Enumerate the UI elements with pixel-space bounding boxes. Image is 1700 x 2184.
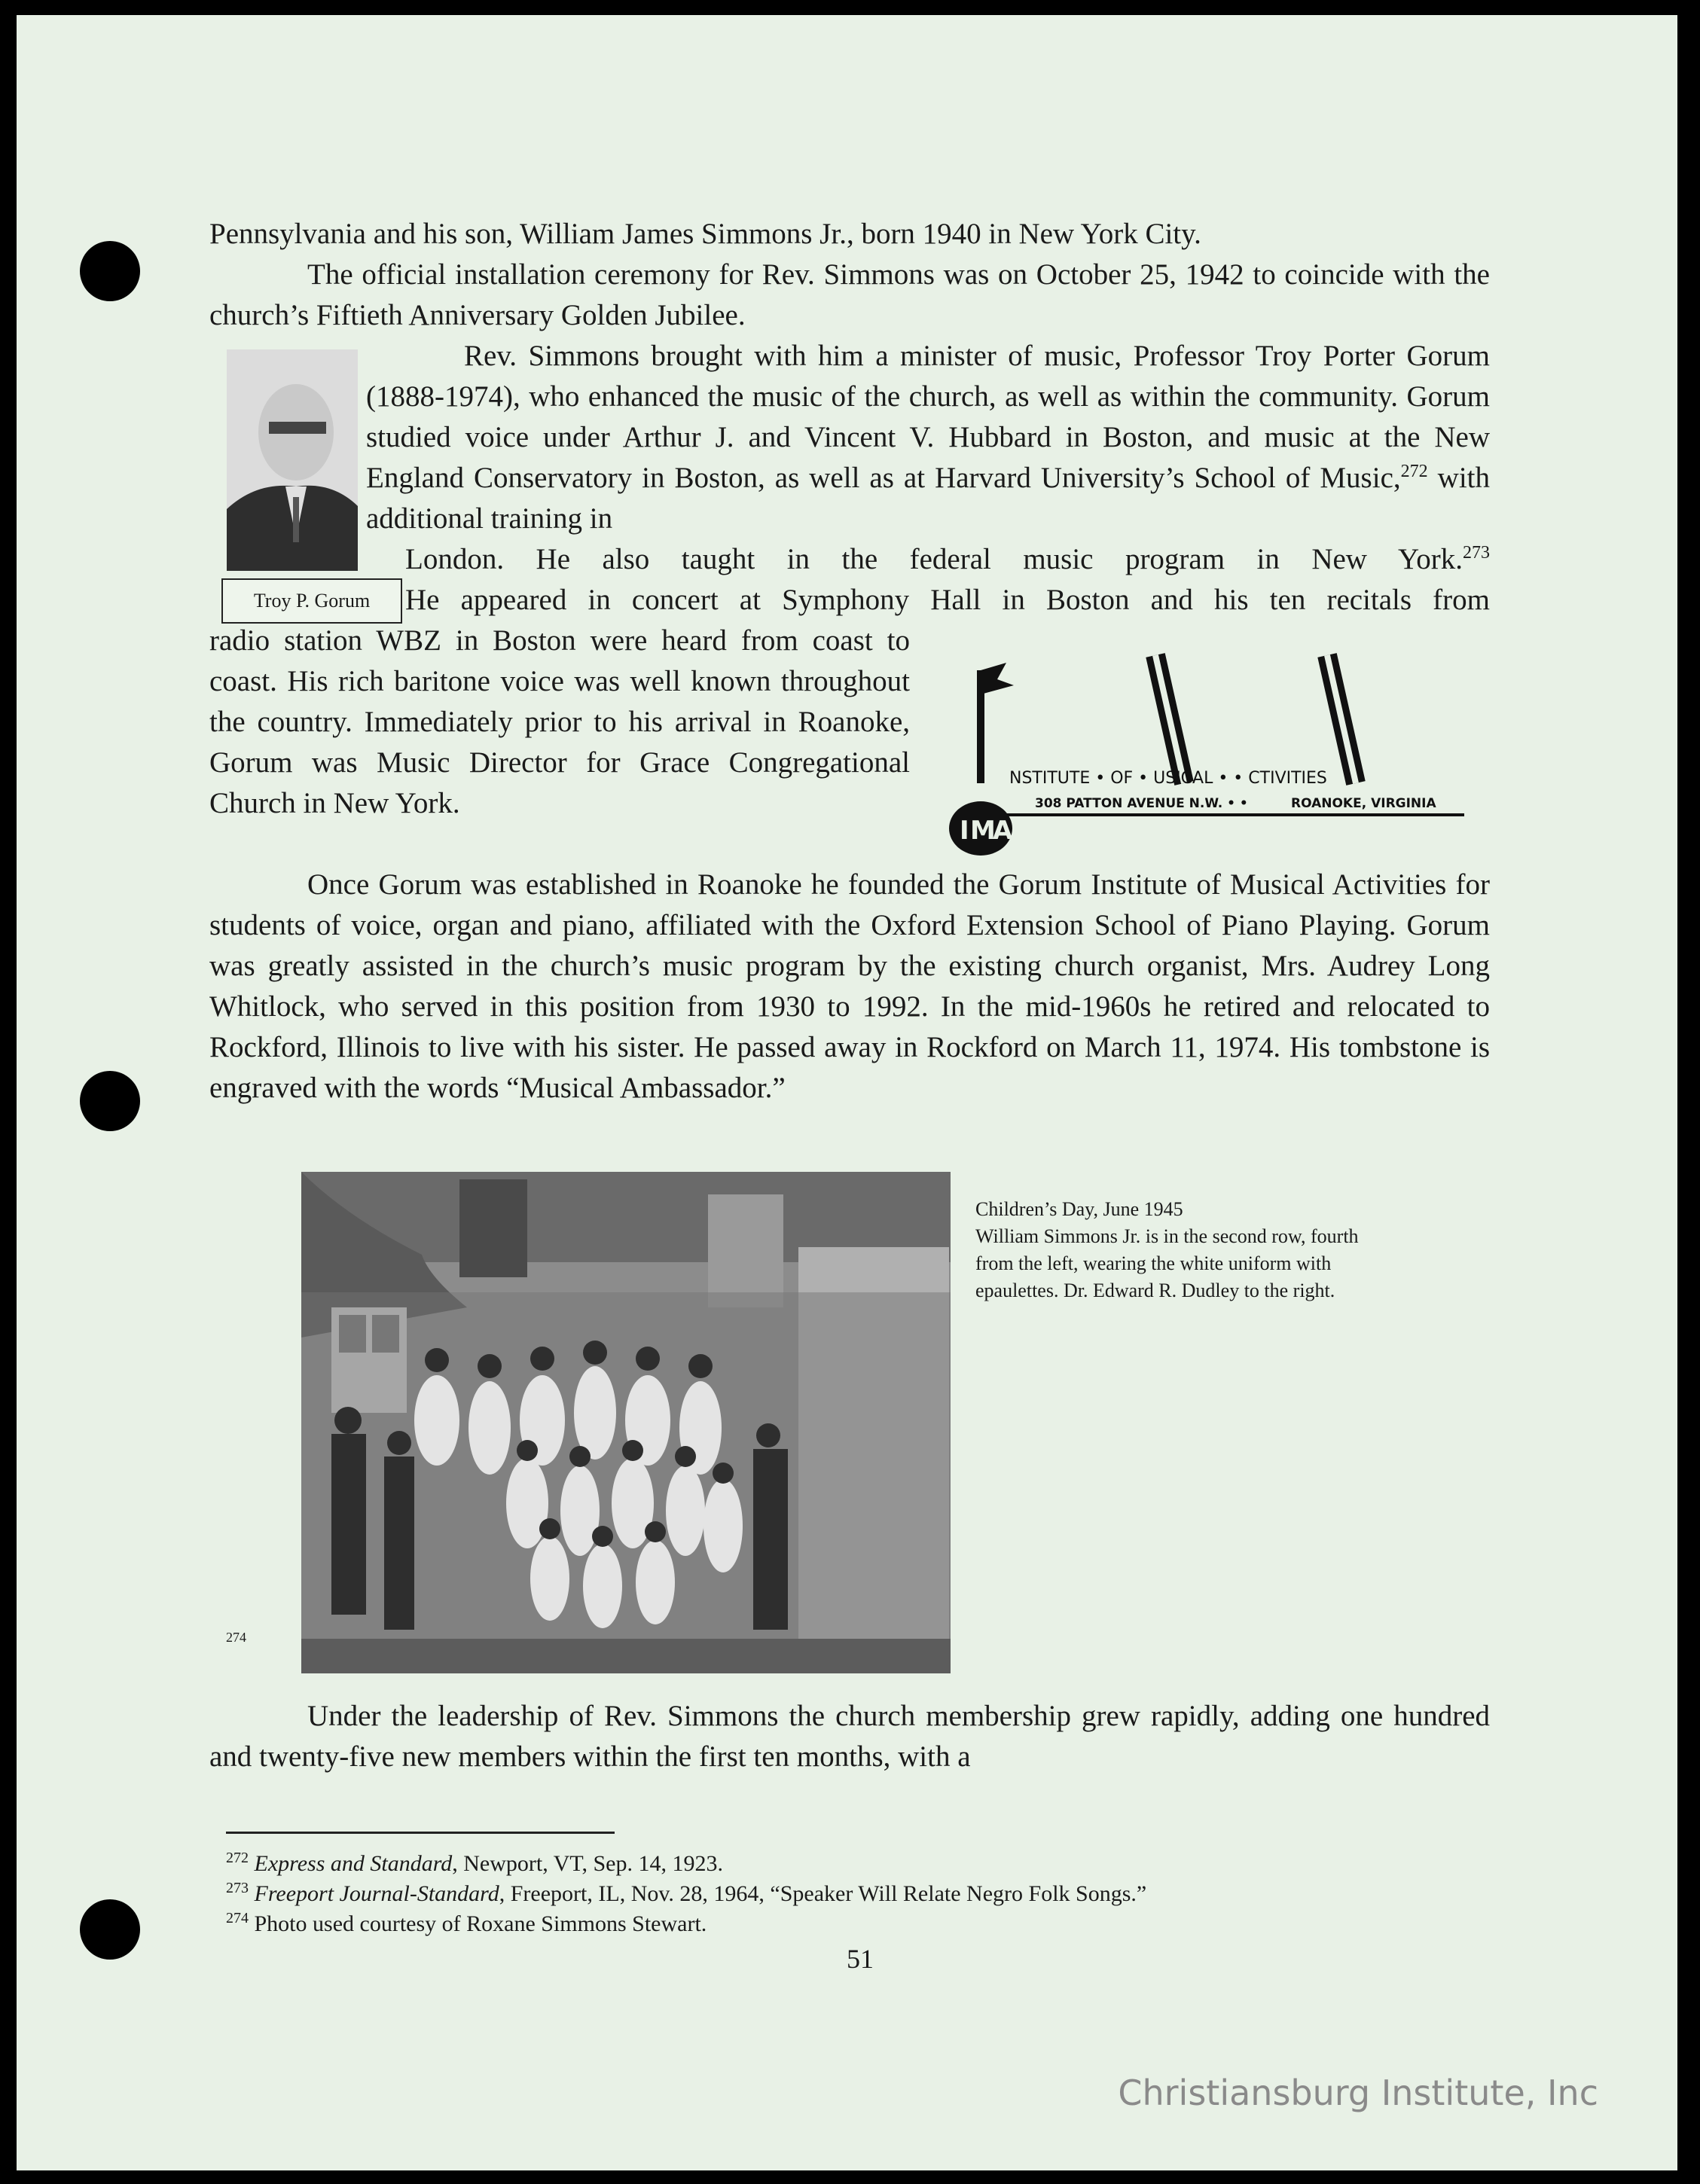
paragraph-3-london: London. He also taught in the federal music program in New York.$^{273}$ (405, 543, 1490, 575)
logo-letter-m: M (970, 816, 996, 846)
paragraph-3-intro: Rev. Simmons brought with him a minister of music, Professor Troy Porter Gorum (1888-1974), who enhanced the music of the church, as well as within the community. Gorum studied voice under Arthur J. and Vincent V. Hubbard in Boston, and music at the New England Conservatory in Boston, as well as at Harvard University’s School of Music,$^{272}$ with additional training in (366, 340, 1490, 535)
footnote-274: $^{274}$ Photo used courtesy of Roxane Simmons Stewart. (226, 1910, 707, 1936)
binder-hole (80, 1071, 140, 1131)
photo-caption (975, 1196, 1397, 1304)
binder-hole (80, 241, 140, 301)
document-page (17, 15, 1677, 2170)
institute-logo (945, 648, 1472, 866)
footnote-272: $^{272}$ Express and Standard, Newport, VT, Sep. 14, 1923. (226, 1850, 723, 1876)
paragraph-5: Under the leadership of Rev. Simmons the church membership grew rapidly, adding one hundred and twenty-five new members within the first ten months, with a (209, 1700, 1490, 1773)
footnote-ref-272[interactable]: 272 (1400, 462, 1428, 481)
childrens-day-photo (301, 1172, 951, 1673)
page-number: 51 (847, 1944, 874, 1974)
footnote-273: $^{273}$ Freeport Journal-Standard, Freeport, IL, Nov. 28, 1964, “Speaker Will Relate Negro Folk Songs.” (226, 1880, 1147, 1906)
portrait-photo (227, 349, 358, 571)
footnote-divider (226, 1832, 615, 1834)
watermark: Christiansburg Institute, Inc (1118, 2073, 1598, 2113)
paragraph-1: Pennsylvania and his son, William James Simmons Jr., born 1940 in New York City. (209, 218, 1201, 250)
photo-caption-title: Children’s Day, June 1945 (975, 1198, 1183, 1220)
logo-address-right: ROANOKE, VIRGINIA (1291, 796, 1436, 811)
paragraph-3-radio: radio station WBZ in Boston were heard from coast to coast. His rich baritone voice was well known throughout the country. Immediately prior to his arrival in Roanoke, Gorum was Music Director for Grace Congregational Church in New York. (209, 624, 910, 819)
binder-hole (80, 1899, 140, 1960)
photo-footnote-marker: 274 (226, 1630, 246, 1645)
footnote-ref-273[interactable]: 273 (1463, 543, 1490, 563)
portrait-caption: Troy P. Gorum (221, 578, 402, 624)
paragraph-4: Once Gorum was established in Roanoke he founded the Gorum Institute of Musical Activities for students of voice, organ and piano, affiliated with the Oxford Extension School of Piano Playing. Gorum was greatly assisted in the church’s music program by the existing church organist, Mrs. Audrey Long Whitlock, who served in this position from 1930 to 1992. In the mid-1960s he retired and relocated to Rockford, Illinois to live with his sister. He passed away in Rockford on March 11, 1974. His tombstone is engraved with the words “Musical Ambassador.” (209, 868, 1490, 1104)
logo-letter-i: I (960, 816, 969, 846)
paragraph-2: The official installation ceremony for Rev. Simmons was on October 25, 1942 to coincide with the church’s Fiftieth Anniversary Golden Jubilee. (209, 258, 1490, 331)
logo-letter-a: A (993, 816, 1013, 846)
paragraph-3-concert: He appeared in concert at Symphony Hall in Boston and his ten recitals from (405, 584, 1490, 616)
logo-address-left: 308 PATTON AVENUE N.W. • • (1035, 796, 1248, 811)
photo-caption-body: William Simmons Jr. is in the second row, fourth from the left, wearing the white uniform with epaulettes. Dr. Edward R. Dudley to the right. (975, 1225, 1359, 1301)
logo-name-line: NSTITUTE • OF • USICAL • • CTIVITIES (1009, 769, 1327, 788)
